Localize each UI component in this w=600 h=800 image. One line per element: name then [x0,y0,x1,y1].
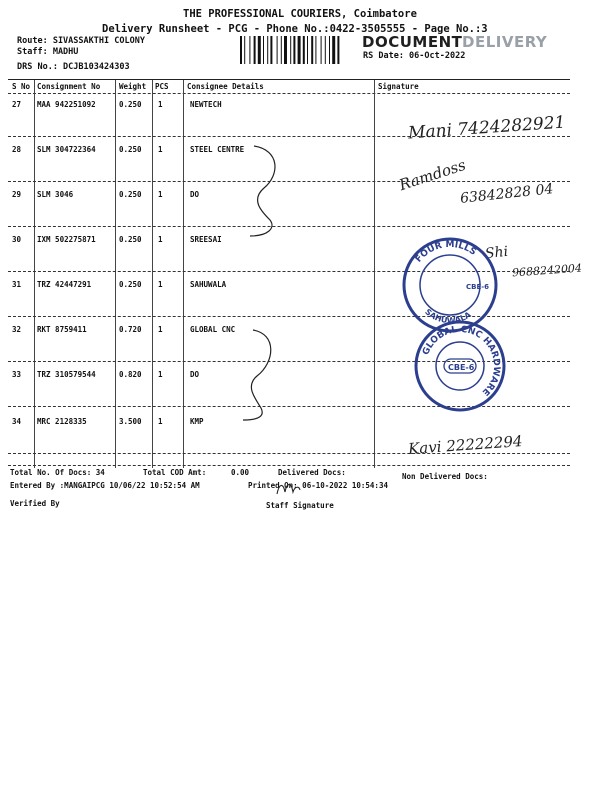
verified-by: Verified By [10,499,60,508]
cell-sno: 29 [12,190,22,199]
cell-consignee: NEWTECH [190,100,222,109]
total-cod-label: Total COD Amt: [143,468,207,477]
cell-weight: 0.250 [119,100,142,109]
cell-weight: 0.250 [119,145,142,154]
cell-consignment: TRZ 42447291 [37,280,92,289]
cell-weight: 0.250 [119,190,142,199]
cell-consignment: SLM 304722364 [37,145,96,154]
col-header-consignee: Consignee Details [187,82,264,91]
cell-pcs: 1 [158,190,163,199]
delivered-docs: Delivered Docs: [278,468,346,477]
cell-sno: 28 [12,145,22,154]
row-divider [8,453,570,454]
cell-consignment: MAA 942251092 [37,100,96,109]
footer-rule [8,465,570,466]
ditto-scribble [235,322,285,422]
cell-consignee: STEEL CENTRE [190,145,245,154]
cell-weight: 0.250 [119,235,142,244]
cell-weight: 0.720 [119,325,142,334]
staff-signature-label: Staff Signature [266,501,334,510]
route-label: Route: SIVASSAKTHI COLONY [17,36,145,46]
runsheet-subtitle: Delivery Runsheet - PCG - Phone No.:0422-3505555 - Page No.:3 [102,23,488,35]
ditto-scribble [240,140,290,240]
company-title: THE PROFESSIONAL COURIERS, Coimbatore [183,8,417,20]
col-header-sno: S No [12,82,31,91]
total-cod-value: 0.00 [231,468,250,477]
document-stamp: DOCUMENT [362,33,463,51]
stamp1-bottom-text: SAHUWALA [423,307,473,326]
signature-row-34: Kavi 22222294 [407,432,524,458]
col-divider [374,80,375,468]
table-top-rule [8,79,570,80]
cell-weight: 0.820 [119,370,142,379]
col-header-pcs: PCS [155,82,169,91]
signature-row-29-number: 63842828 04 [459,181,555,207]
col-divider [34,80,35,468]
cell-pcs: 1 [158,417,163,426]
cell-weight: 0.250 [119,280,142,289]
cell-consignee: KMP [190,417,204,426]
entered-by: Entered By :MANGAIPCG 10/06/22 10:52:54 AM [10,481,200,490]
barcode [240,36,362,66]
cell-consignee: SAHUWALA [190,280,227,289]
cell-consignee: GLOBAL CNC [190,325,236,334]
cell-consignment: RKT 8759411 [37,325,87,334]
cell-consignee: DO [190,190,200,199]
cell-pcs: 1 [158,280,163,289]
cell-weight: 3.500 [119,417,142,426]
cell-consignment: IXM 502275871 [37,235,96,244]
cell-consignee: SREESAI [190,235,222,244]
col-header-signature: Signature [378,82,419,91]
delivery-stamp: DELIVERY [462,33,548,51]
staff-initials-mark [273,478,303,502]
cell-consignment: SLM 3046 [37,190,74,199]
cell-consignment: MRC 2128335 [37,417,87,426]
cell-sno: 31 [12,280,22,289]
drs-number: DRS No.: DCJB103424303 [17,62,130,72]
stamp1-top-text: FOUR MILLS [413,239,478,265]
col-header-weight: Weight [119,82,147,91]
stamp1-side-text: CBE-6 [466,283,490,291]
total-docs: Total No. Of Docs: 34 [10,468,105,477]
cell-consignee: DO [190,370,200,379]
col-divider [152,80,153,468]
non-delivered-docs: Non Delivered Docs: [402,472,488,481]
col-divider [183,80,184,468]
staff-label: Staff: MADHU [17,47,79,57]
col-header-consignment: Consignment No [37,82,101,91]
global-cnc-stamp [412,318,508,414]
signature-row-27: Mani 7424282921 [407,112,567,144]
cell-pcs: 1 [158,325,163,334]
cell-consignment: TRZ 310579544 [37,370,96,379]
cell-sno: 32 [12,325,22,334]
signature-row-30: Shi [484,243,509,263]
svg-text:GLOBAL CNC HARDWARE [421,325,501,397]
cell-pcs: 1 [158,100,163,109]
signature-row-28: Ramdoss [396,155,468,195]
header-rule [8,93,570,94]
cell-sno: 30 [12,235,22,244]
cell-sno: 27 [12,100,22,109]
rs-date: RS Date: 06-Oct-2022 [363,51,466,61]
col-divider [115,80,116,468]
cell-sno: 34 [12,417,22,426]
printed-on: Printed On: 06-10-2022 10:54:34 [248,481,388,490]
signature-row-31-number: 9688242004 [511,261,583,280]
cell-pcs: 1 [158,145,163,154]
cell-sno: 33 [12,370,22,379]
stamp2-ring-text: GLOBAL CNC HARDWARE [421,324,502,398]
cell-pcs: 1 [158,235,163,244]
cell-pcs: 1 [158,370,163,379]
stamp2-center-text: CBE-6 [448,363,475,372]
